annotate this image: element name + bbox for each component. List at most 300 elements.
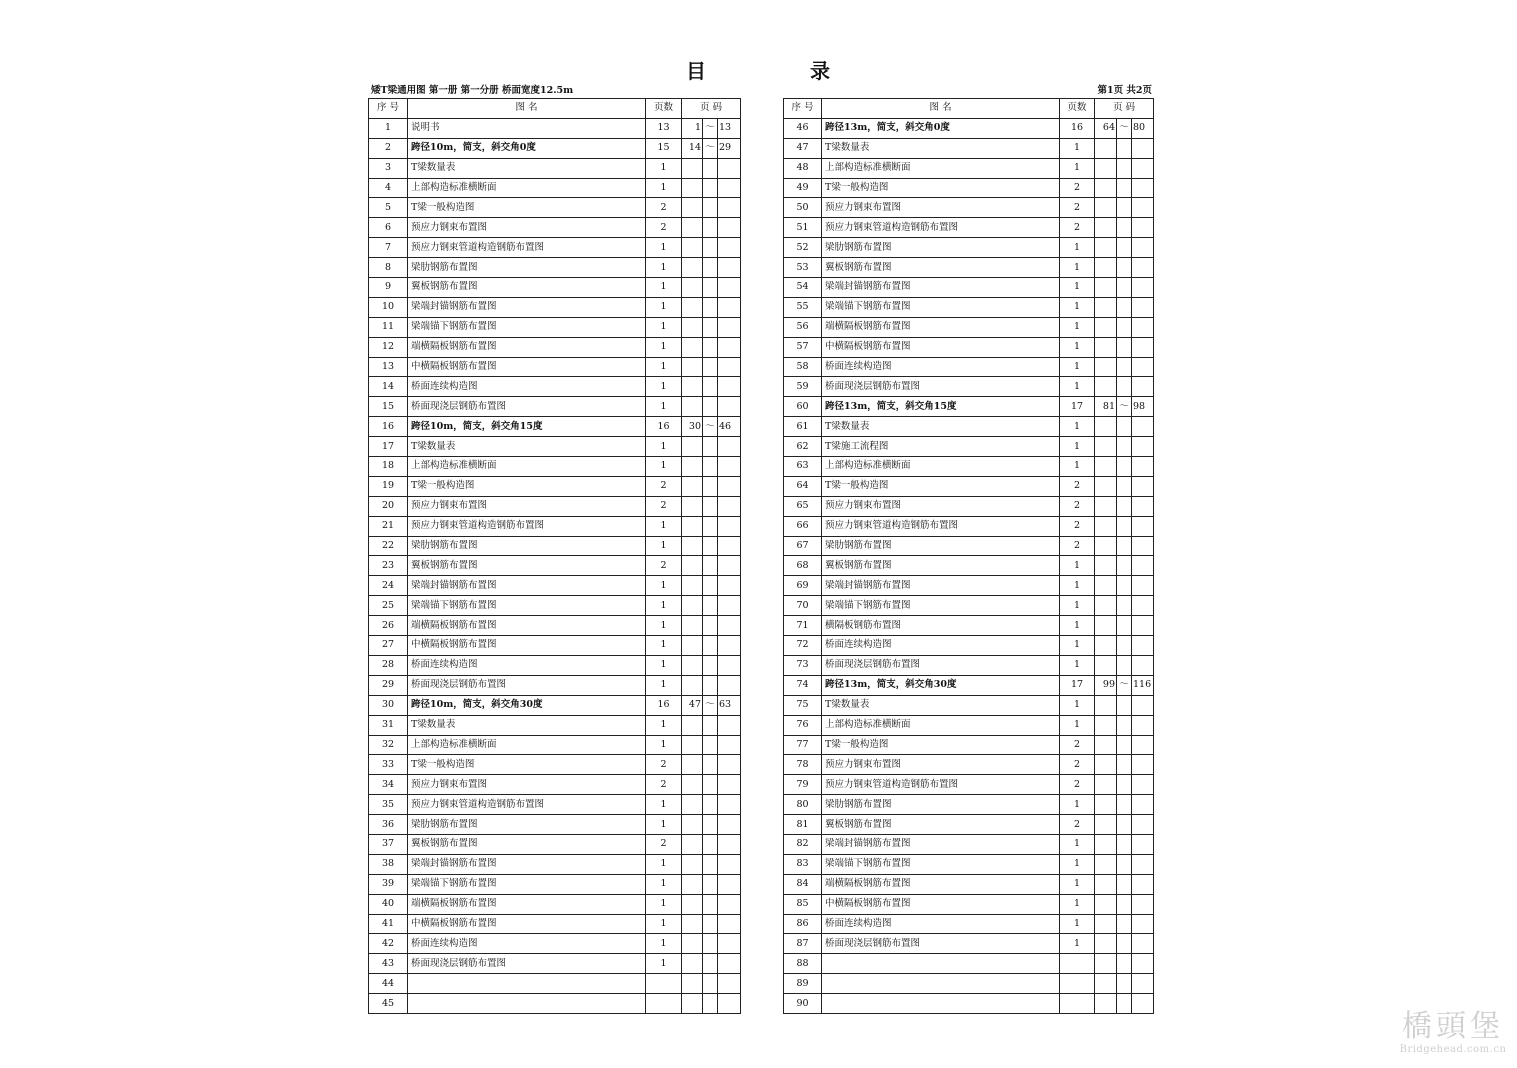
row-number: 80 bbox=[784, 795, 822, 815]
table-row bbox=[369, 954, 741, 974]
row-number: 19 bbox=[369, 476, 408, 496]
table-row bbox=[784, 854, 1154, 874]
table-row bbox=[369, 516, 741, 536]
row-page-tilde bbox=[703, 377, 718, 397]
row-drawing-name: 桥面现浇层钢筋布置图 bbox=[822, 934, 1060, 954]
row-page-to bbox=[718, 258, 741, 278]
row-page-count: 1 bbox=[646, 437, 682, 457]
row-page-to bbox=[1132, 576, 1154, 596]
row-page-tilde bbox=[1117, 974, 1132, 994]
row-page-from bbox=[1095, 636, 1117, 656]
table-row bbox=[369, 357, 741, 377]
row-page-from: 1 bbox=[682, 118, 703, 138]
row-page-from bbox=[682, 994, 703, 1014]
row-number: 47 bbox=[784, 138, 822, 158]
row-page-from bbox=[1095, 457, 1117, 477]
table-row bbox=[784, 457, 1154, 477]
table-row bbox=[369, 158, 741, 178]
row-page-to bbox=[1132, 417, 1154, 437]
row-drawing-name: 翼板钢筋布置图 bbox=[822, 258, 1060, 278]
row-page-from bbox=[1095, 258, 1117, 278]
row-page-to bbox=[1132, 655, 1154, 675]
row-drawing-name bbox=[408, 994, 646, 1014]
row-drawing-name: 预应力钢束布置图 bbox=[408, 775, 646, 795]
row-page-count: 1 bbox=[1060, 596, 1095, 616]
row-drawing-name: 端横隔板钢筋布置图 bbox=[822, 317, 1060, 337]
table-row bbox=[784, 178, 1154, 198]
row-number: 44 bbox=[369, 974, 408, 994]
row-page-to bbox=[718, 914, 741, 934]
row-page-from bbox=[1095, 894, 1117, 914]
toc-body-right bbox=[784, 118, 1154, 1013]
row-page-tilde bbox=[1117, 576, 1132, 596]
row-page-count: 2 bbox=[1060, 496, 1095, 516]
row-page-from bbox=[682, 516, 703, 536]
row-number: 77 bbox=[784, 735, 822, 755]
row-drawing-name bbox=[822, 994, 1060, 1014]
row-page-from bbox=[682, 675, 703, 695]
row-page-tilde bbox=[1117, 297, 1132, 317]
row-page-count: 1 bbox=[1060, 337, 1095, 357]
row-page-count: 16 bbox=[646, 695, 682, 715]
row-page-to bbox=[718, 834, 741, 854]
row-page-to bbox=[718, 357, 741, 377]
row-page-from bbox=[682, 397, 703, 417]
row-page-from bbox=[1095, 516, 1117, 536]
row-drawing-name: T梁一般构造图 bbox=[408, 198, 646, 218]
row-page-count: 1 bbox=[646, 934, 682, 954]
row-drawing-name: 翼板钢筋布置图 bbox=[822, 556, 1060, 576]
row-page-to bbox=[1132, 476, 1154, 496]
row-page-from bbox=[682, 317, 703, 337]
row-page-tilde bbox=[703, 755, 718, 775]
row-number: 16 bbox=[369, 417, 408, 437]
table-row bbox=[369, 636, 741, 656]
row-page-from bbox=[1095, 775, 1117, 795]
row-page-count: 1 bbox=[1060, 616, 1095, 636]
row-page-tilde bbox=[1117, 636, 1132, 656]
row-page-count: 1 bbox=[1060, 636, 1095, 656]
table-row bbox=[369, 258, 741, 278]
row-page-from bbox=[1095, 437, 1117, 457]
row-page-count: 2 bbox=[646, 476, 682, 496]
table-row bbox=[369, 715, 741, 735]
table-row bbox=[369, 437, 741, 457]
row-page-from bbox=[682, 934, 703, 954]
table-row bbox=[369, 874, 741, 894]
row-page-count: 2 bbox=[646, 775, 682, 795]
row-page-from bbox=[682, 158, 703, 178]
row-page-count: 1 bbox=[1060, 894, 1095, 914]
row-drawing-name: 预应力钢束布置图 bbox=[822, 755, 1060, 775]
row-page-to bbox=[1132, 854, 1154, 874]
row-page-to bbox=[718, 556, 741, 576]
row-page-count: 1 bbox=[646, 954, 682, 974]
table-row bbox=[369, 457, 741, 477]
row-page-from: 64 bbox=[1095, 118, 1117, 138]
table-row bbox=[784, 775, 1154, 795]
row-page-to bbox=[718, 576, 741, 596]
row-page-to bbox=[1132, 317, 1154, 337]
row-page-tilde bbox=[1117, 655, 1132, 675]
row-page-to bbox=[1132, 556, 1154, 576]
row-drawing-name: 梁肋钢筋布置图 bbox=[408, 536, 646, 556]
row-page-tilde bbox=[1117, 715, 1132, 735]
toc-body-left bbox=[369, 118, 741, 1013]
row-page-count: 1 bbox=[646, 377, 682, 397]
row-page-count bbox=[646, 974, 682, 994]
row-page-count: 1 bbox=[646, 178, 682, 198]
row-drawing-name: 上部构造标准横断面 bbox=[822, 715, 1060, 735]
row-drawing-name: 预应力钢束管道构造钢筋布置图 bbox=[408, 516, 646, 536]
row-page-count: 1 bbox=[646, 516, 682, 536]
row-page-from bbox=[1095, 218, 1117, 238]
row-number: 60 bbox=[784, 397, 822, 417]
row-page-from bbox=[682, 596, 703, 616]
row-drawing-name: 桥面现浇层钢筋布置图 bbox=[822, 655, 1060, 675]
row-page-from bbox=[1095, 556, 1117, 576]
row-page-count bbox=[1060, 974, 1095, 994]
row-page-from bbox=[1095, 198, 1117, 218]
row-number: 24 bbox=[369, 576, 408, 596]
row-page-tilde bbox=[703, 636, 718, 656]
table-row bbox=[369, 536, 741, 556]
table-row bbox=[784, 297, 1154, 317]
row-page-count: 1 bbox=[646, 715, 682, 735]
row-number: 4 bbox=[369, 178, 408, 198]
row-page-tilde bbox=[703, 914, 718, 934]
row-page-count: 1 bbox=[1060, 317, 1095, 337]
row-page-count: 1 bbox=[1060, 138, 1095, 158]
table-row bbox=[784, 397, 1154, 417]
row-number: 14 bbox=[369, 377, 408, 397]
table-row bbox=[784, 138, 1154, 158]
row-number: 30 bbox=[369, 695, 408, 715]
row-number: 74 bbox=[784, 675, 822, 695]
col-header-no: 序 号 bbox=[784, 99, 822, 119]
row-number: 70 bbox=[784, 596, 822, 616]
row-drawing-name: 说明书 bbox=[408, 118, 646, 138]
row-page-count: 1 bbox=[1060, 297, 1095, 317]
row-page-tilde: ～ bbox=[703, 138, 718, 158]
row-page-tilde bbox=[1117, 735, 1132, 755]
table-row bbox=[369, 476, 741, 496]
table-row bbox=[784, 715, 1154, 735]
row-number: 76 bbox=[784, 715, 822, 735]
row-page-count: 1 bbox=[1060, 437, 1095, 457]
row-drawing-name: 跨径10m，简支，斜交角15度 bbox=[408, 417, 646, 437]
title-left-char: 目 bbox=[686, 59, 706, 83]
row-page-tilde bbox=[1117, 934, 1132, 954]
row-drawing-name: 预应力钢束布置图 bbox=[408, 218, 646, 238]
row-page-tilde bbox=[703, 317, 718, 337]
col-header-count: 页数 bbox=[1060, 99, 1095, 119]
row-number: 83 bbox=[784, 854, 822, 874]
table-row bbox=[369, 397, 741, 417]
row-number: 72 bbox=[784, 636, 822, 656]
row-page-count: 13 bbox=[646, 118, 682, 138]
row-page-from: 81 bbox=[1095, 397, 1117, 417]
table-row bbox=[369, 655, 741, 675]
row-number: 17 bbox=[369, 437, 408, 457]
row-number: 43 bbox=[369, 954, 408, 974]
row-page-tilde: ～ bbox=[1117, 675, 1132, 695]
row-drawing-name: 预应力钢束管道构造钢筋布置图 bbox=[408, 238, 646, 258]
row-page-count: 1 bbox=[1060, 695, 1095, 715]
row-number: 88 bbox=[784, 954, 822, 974]
row-drawing-name: 梁端封锚钢筋布置图 bbox=[822, 576, 1060, 596]
row-number: 40 bbox=[369, 894, 408, 914]
row-drawing-name: 梁肋钢筋布置图 bbox=[822, 536, 1060, 556]
table-row bbox=[369, 914, 741, 934]
row-drawing-name: 预应力钢束管道构造钢筋布置图 bbox=[822, 516, 1060, 536]
table-row bbox=[369, 834, 741, 854]
row-page-to bbox=[718, 894, 741, 914]
row-page-from bbox=[1095, 755, 1117, 775]
row-page-from bbox=[682, 616, 703, 636]
row-page-tilde bbox=[703, 994, 718, 1014]
row-page-to bbox=[718, 278, 741, 298]
row-drawing-name: 梁端封锚钢筋布置图 bbox=[822, 278, 1060, 298]
row-page-from bbox=[682, 297, 703, 317]
row-number: 62 bbox=[784, 437, 822, 457]
row-page-count: 15 bbox=[646, 138, 682, 158]
table-row bbox=[369, 616, 741, 636]
page-info: 第1页 共2页 bbox=[1097, 85, 1152, 96]
row-page-tilde bbox=[703, 337, 718, 357]
row-page-tilde bbox=[1117, 596, 1132, 616]
row-number: 66 bbox=[784, 516, 822, 536]
row-number: 5 bbox=[369, 198, 408, 218]
row-number: 34 bbox=[369, 775, 408, 795]
row-page-to bbox=[718, 655, 741, 675]
row-page-tilde bbox=[1117, 377, 1132, 397]
row-page-tilde bbox=[703, 297, 718, 317]
row-page-to bbox=[718, 476, 741, 496]
row-drawing-name: 跨径13m，简支，斜交角0度 bbox=[822, 118, 1060, 138]
row-number: 20 bbox=[369, 496, 408, 516]
row-drawing-name: T梁数量表 bbox=[408, 158, 646, 178]
row-page-from: 99 bbox=[1095, 675, 1117, 695]
row-page-tilde bbox=[703, 218, 718, 238]
row-page-to bbox=[1132, 974, 1154, 994]
row-page-count: 2 bbox=[646, 496, 682, 516]
row-page-count: 1 bbox=[646, 337, 682, 357]
row-page-tilde bbox=[1117, 854, 1132, 874]
row-number: 82 bbox=[784, 834, 822, 854]
row-number: 89 bbox=[784, 974, 822, 994]
row-page-from bbox=[682, 556, 703, 576]
row-page-from bbox=[1095, 278, 1117, 298]
row-page-count: 1 bbox=[646, 258, 682, 278]
row-page-tilde bbox=[703, 655, 718, 675]
row-page-tilde bbox=[1117, 238, 1132, 258]
table-row bbox=[369, 755, 741, 775]
table-row bbox=[784, 158, 1154, 178]
row-page-tilde bbox=[703, 815, 718, 835]
table-row bbox=[369, 854, 741, 874]
row-page-count: 1 bbox=[646, 735, 682, 755]
row-page-tilde bbox=[1117, 476, 1132, 496]
row-page-count: 1 bbox=[646, 854, 682, 874]
row-number: 27 bbox=[369, 636, 408, 656]
table-row bbox=[369, 675, 741, 695]
row-drawing-name: 梁端锚下钢筋布置图 bbox=[822, 854, 1060, 874]
row-number: 7 bbox=[369, 238, 408, 258]
row-page-from bbox=[1095, 496, 1117, 516]
row-number: 52 bbox=[784, 238, 822, 258]
row-page-count: 1 bbox=[646, 815, 682, 835]
row-number: 55 bbox=[784, 297, 822, 317]
row-number: 87 bbox=[784, 934, 822, 954]
table-row bbox=[369, 278, 741, 298]
row-number: 29 bbox=[369, 675, 408, 695]
row-page-count: 1 bbox=[646, 576, 682, 596]
row-page-count: 2 bbox=[1060, 198, 1095, 218]
row-number: 90 bbox=[784, 994, 822, 1014]
row-drawing-name: T梁数量表 bbox=[408, 437, 646, 457]
row-page-tilde: ～ bbox=[703, 118, 718, 138]
row-page-from bbox=[682, 954, 703, 974]
row-page-tilde bbox=[703, 397, 718, 417]
row-page-tilde bbox=[703, 258, 718, 278]
row-page-count: 1 bbox=[646, 278, 682, 298]
watermark bbox=[1398, 1010, 1508, 1055]
col-header-name: 图 名 bbox=[822, 99, 1060, 119]
row-page-count: 2 bbox=[646, 198, 682, 218]
row-drawing-name: 梁端锚下钢筋布置图 bbox=[408, 596, 646, 616]
row-page-tilde bbox=[1117, 775, 1132, 795]
row-page-tilde bbox=[703, 675, 718, 695]
row-page-to bbox=[718, 815, 741, 835]
row-number: 73 bbox=[784, 655, 822, 675]
row-drawing-name: T梁一般构造图 bbox=[822, 476, 1060, 496]
table-row bbox=[784, 735, 1154, 755]
row-number: 31 bbox=[369, 715, 408, 735]
row-number: 69 bbox=[784, 576, 822, 596]
row-page-tilde: ～ bbox=[1117, 118, 1132, 138]
table-row bbox=[784, 536, 1154, 556]
row-page-tilde bbox=[703, 934, 718, 954]
row-page-from bbox=[682, 715, 703, 735]
table-row bbox=[784, 258, 1154, 278]
table-header-row bbox=[784, 99, 1154, 119]
row-drawing-name: 桥面连续构造图 bbox=[822, 636, 1060, 656]
row-page-count: 2 bbox=[1060, 536, 1095, 556]
row-page-from bbox=[682, 178, 703, 198]
row-page-from bbox=[682, 278, 703, 298]
row-page-from bbox=[682, 457, 703, 477]
row-drawing-name: 跨径10m，简支，斜交角0度 bbox=[408, 138, 646, 158]
row-page-tilde bbox=[1117, 417, 1132, 437]
row-page-to bbox=[1132, 755, 1154, 775]
row-page-tilde bbox=[703, 795, 718, 815]
row-number: 9 bbox=[369, 278, 408, 298]
row-page-from bbox=[1095, 317, 1117, 337]
row-page-from bbox=[682, 655, 703, 675]
row-page-from bbox=[1095, 238, 1117, 258]
table-row bbox=[369, 556, 741, 576]
row-number: 10 bbox=[369, 297, 408, 317]
row-page-from bbox=[1095, 576, 1117, 596]
row-number: 13 bbox=[369, 357, 408, 377]
row-page-from bbox=[682, 258, 703, 278]
table-row bbox=[369, 317, 741, 337]
row-number: 48 bbox=[784, 158, 822, 178]
row-page-to bbox=[718, 516, 741, 536]
row-page-count: 1 bbox=[1060, 417, 1095, 437]
row-page-count: 1 bbox=[1060, 377, 1095, 397]
row-page-tilde bbox=[1117, 556, 1132, 576]
row-page-count bbox=[1060, 994, 1095, 1014]
table-row bbox=[784, 675, 1154, 695]
row-page-tilde bbox=[1117, 218, 1132, 238]
row-page-to bbox=[1132, 695, 1154, 715]
row-drawing-name: 梁端封锚钢筋布置图 bbox=[408, 854, 646, 874]
row-drawing-name: 中横隔板钢筋布置图 bbox=[408, 357, 646, 377]
row-page-to bbox=[718, 397, 741, 417]
row-page-from bbox=[682, 536, 703, 556]
row-page-tilde bbox=[1117, 795, 1132, 815]
row-page-to bbox=[718, 337, 741, 357]
row-page-from bbox=[1095, 476, 1117, 496]
row-page-count: 17 bbox=[1060, 397, 1095, 417]
row-drawing-name: 上部构造标准横断面 bbox=[822, 457, 1060, 477]
row-page-from bbox=[1095, 616, 1117, 636]
row-page-from bbox=[682, 874, 703, 894]
col-header-no: 序 号 bbox=[369, 99, 408, 119]
row-page-from bbox=[1095, 834, 1117, 854]
row-drawing-name: 预应力钢束管道构造钢筋布置图 bbox=[408, 795, 646, 815]
row-page-count: 1 bbox=[1060, 278, 1095, 298]
row-page-to bbox=[1132, 198, 1154, 218]
row-page-from bbox=[1095, 138, 1117, 158]
row-page-count: 1 bbox=[646, 238, 682, 258]
row-page-tilde bbox=[1117, 815, 1132, 835]
table-row bbox=[784, 894, 1154, 914]
row-page-tilde bbox=[1117, 695, 1132, 715]
row-page-to bbox=[1132, 496, 1154, 516]
row-page-tilde bbox=[703, 198, 718, 218]
row-drawing-name: 中横隔板钢筋布置图 bbox=[408, 914, 646, 934]
row-page-tilde bbox=[1117, 755, 1132, 775]
row-number: 21 bbox=[369, 516, 408, 536]
table-row bbox=[369, 576, 741, 596]
table-row bbox=[784, 556, 1154, 576]
row-page-tilde bbox=[703, 854, 718, 874]
row-page-from bbox=[682, 476, 703, 496]
row-page-to: 116 bbox=[1132, 675, 1154, 695]
row-page-count: 1 bbox=[1060, 934, 1095, 954]
row-drawing-name bbox=[408, 974, 646, 994]
row-page-to: 46 bbox=[718, 417, 741, 437]
toc-table-left bbox=[368, 98, 741, 1014]
row-page-tilde bbox=[703, 457, 718, 477]
row-page-to bbox=[1132, 457, 1154, 477]
row-page-count: 2 bbox=[646, 218, 682, 238]
row-page-from bbox=[1095, 735, 1117, 755]
table-row bbox=[369, 417, 741, 437]
row-page-from bbox=[682, 198, 703, 218]
row-page-tilde bbox=[703, 596, 718, 616]
row-page-tilde bbox=[1117, 198, 1132, 218]
row-page-from bbox=[1095, 695, 1117, 715]
row-page-from bbox=[1095, 655, 1117, 675]
row-page-to bbox=[718, 854, 741, 874]
row-page-tilde bbox=[1117, 138, 1132, 158]
row-drawing-name: 上部构造标准横断面 bbox=[408, 178, 646, 198]
row-drawing-name: 桥面现浇层钢筋布置图 bbox=[408, 397, 646, 417]
